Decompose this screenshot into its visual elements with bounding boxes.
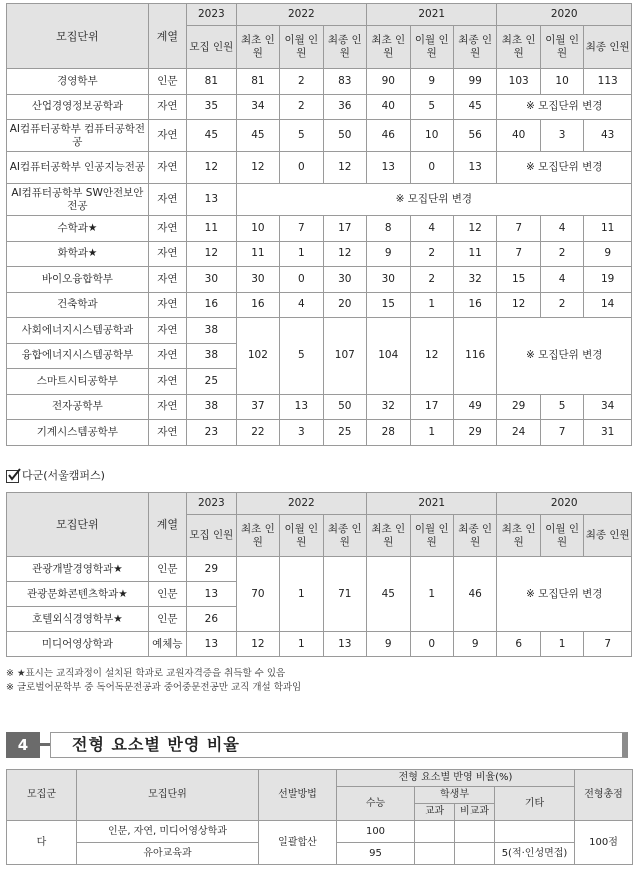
count-cell: 4 xyxy=(540,267,583,293)
count-cell: 12 xyxy=(410,318,453,395)
count-cell: 29 xyxy=(187,557,237,582)
table-row xyxy=(7,241,632,267)
count-cell: 29 xyxy=(453,420,496,446)
count-cell: 9 xyxy=(367,241,410,267)
count-cell: 90 xyxy=(367,69,410,95)
count-cell: 70 xyxy=(236,557,279,632)
unit-cell: 호텔외식경영학부★ xyxy=(7,607,149,632)
subject-cell xyxy=(415,843,455,865)
count-cell: 32 xyxy=(367,394,410,420)
count-cell: 13 xyxy=(280,394,323,420)
count-cell: 10 xyxy=(410,120,453,152)
count-cell: 4 xyxy=(540,216,583,242)
table-row xyxy=(7,120,632,152)
count-cell: 11 xyxy=(187,216,237,242)
track-cell: 자연 xyxy=(148,343,186,369)
table-row xyxy=(7,420,632,446)
unit-cell: 관광문화콘텐츠학과★ xyxy=(7,582,149,607)
count-cell: 28 xyxy=(367,420,410,446)
count-cell: 13 xyxy=(367,152,410,184)
count-cell: 107 xyxy=(323,318,366,395)
unit-cell: 기계시스템공학부 xyxy=(7,420,149,446)
count-cell: 3 xyxy=(540,120,583,152)
etc-cell: 5(적·인성면접) xyxy=(495,843,575,865)
count-cell: 102 xyxy=(236,318,279,395)
header-carry-count: 이월 인원 xyxy=(280,26,323,69)
header-year-2021: 2021 xyxy=(367,493,497,515)
count-cell: 7 xyxy=(584,632,632,657)
count-cell: 10 xyxy=(540,69,583,95)
count-cell: 7 xyxy=(497,241,540,267)
method-cell: 일괄합산 xyxy=(259,821,337,865)
header-carry-count: 이월 인원 xyxy=(540,26,583,69)
count-cell: 40 xyxy=(497,120,540,152)
count-cell: 99 xyxy=(453,69,496,95)
header-unit: 모집단위 xyxy=(77,770,259,821)
header-year-2021: 2021 xyxy=(367,4,497,26)
count-cell: 38 xyxy=(187,318,237,344)
track-cell: 자연 xyxy=(148,120,186,152)
count-cell: 1 xyxy=(280,241,323,267)
count-cell: 15 xyxy=(497,267,540,293)
count-cell: 1 xyxy=(410,420,453,446)
header-carry-count: 이월 인원 xyxy=(280,515,323,557)
footnote: ※ 글로벌어문학부 중 독어독문전공과 중어중문전공만 교직 개설 학과임 xyxy=(6,682,302,693)
count-cell: 5 xyxy=(280,318,323,395)
unit-changed-note: ※ 모집단위 변경 xyxy=(236,184,631,216)
unit-cell: 경영학부 xyxy=(7,69,149,95)
track-cell: 자연 xyxy=(148,267,186,293)
track-cell: 자연 xyxy=(148,184,186,216)
unit-changed-note: ※ 모집단위 변경 xyxy=(497,557,632,632)
header-final-count: 최종 인원 xyxy=(453,26,496,69)
recruitment-table-ga xyxy=(6,3,632,446)
count-cell: 49 xyxy=(453,394,496,420)
header-unit: 모집단위 xyxy=(7,4,149,69)
count-cell: 12 xyxy=(323,152,366,184)
table-row xyxy=(7,394,632,420)
track-cell: 자연 xyxy=(148,369,186,395)
unit-cell: AI컴퓨터공학부 SW안전보안전공 xyxy=(7,184,149,216)
count-cell: 16 xyxy=(187,292,237,318)
count-cell: 81 xyxy=(187,69,237,95)
header-year-2023: 2023 xyxy=(187,493,237,515)
subject-cell xyxy=(415,821,455,843)
count-cell: 12 xyxy=(187,152,237,184)
count-cell: 4 xyxy=(410,216,453,242)
unit-cell: 수학과★ xyxy=(7,216,149,242)
table-row xyxy=(7,152,632,184)
count-cell: 7 xyxy=(540,420,583,446)
footnotes xyxy=(6,667,301,695)
table-row xyxy=(7,557,632,582)
count-cell: 23 xyxy=(187,420,237,446)
count-cell: 45 xyxy=(367,557,410,632)
count-cell: 30 xyxy=(236,267,279,293)
header-recruit-count: 모집 인원 xyxy=(187,26,237,69)
count-cell: 19 xyxy=(584,267,632,293)
unit-cell: 바이오융합학부 xyxy=(7,267,149,293)
count-cell: 5 xyxy=(410,94,453,120)
unit-cell: 화학과★ xyxy=(7,241,149,267)
header-suneung: 수능 xyxy=(337,787,415,821)
count-cell: 45 xyxy=(236,120,279,152)
ratio-table xyxy=(6,769,633,865)
track-cell: 자연 xyxy=(148,318,186,344)
count-cell: 116 xyxy=(453,318,496,395)
section-title: 전형 요소별 반영 비율 xyxy=(72,735,240,754)
count-cell: 5 xyxy=(280,120,323,152)
section-heading-da xyxy=(6,468,105,484)
count-cell: 83 xyxy=(323,69,366,95)
header-year-2020: 2020 xyxy=(497,4,632,26)
header-subject: 교과 xyxy=(415,804,455,821)
header-total: 전형총점 xyxy=(575,770,633,821)
count-cell: 11 xyxy=(584,216,632,242)
count-cell: 38 xyxy=(187,394,237,420)
table-row xyxy=(7,94,632,120)
count-cell: 38 xyxy=(187,343,237,369)
count-cell: 40 xyxy=(367,94,410,120)
table-row xyxy=(7,184,632,216)
count-cell: 11 xyxy=(236,241,279,267)
count-cell: 13 xyxy=(187,184,237,216)
nonsubject-cell xyxy=(455,821,495,843)
count-cell: 1 xyxy=(280,632,323,657)
track-cell: 자연 xyxy=(148,152,186,184)
count-cell: 37 xyxy=(236,394,279,420)
header-group: 모집군 xyxy=(7,770,77,821)
count-cell: 29 xyxy=(497,394,540,420)
count-cell: 9 xyxy=(584,241,632,267)
count-cell: 1 xyxy=(280,557,323,632)
track-cell: 인문 xyxy=(148,557,186,582)
header-year-2020: 2020 xyxy=(497,493,632,515)
unit-cell: 인문, 자연, 미디어영상학과 xyxy=(77,821,259,843)
footnote: ※ ★표시는 교직과정이 설치된 학과로 교원자격증을 취득할 수 있음 xyxy=(6,668,286,679)
count-cell: 10 xyxy=(236,216,279,242)
count-cell: 30 xyxy=(187,267,237,293)
section-banner xyxy=(6,730,628,760)
table-row xyxy=(7,318,632,344)
count-cell: 16 xyxy=(453,292,496,318)
count-cell: 46 xyxy=(367,120,410,152)
header-final-count: 최종 인원 xyxy=(323,515,366,557)
count-cell: 9 xyxy=(453,632,496,657)
track-cell: 인문 xyxy=(148,582,186,607)
header-first-count: 최초 인원 xyxy=(236,26,279,69)
count-cell: 12 xyxy=(497,292,540,318)
table-row xyxy=(7,292,632,318)
header-first-count: 최초 인원 xyxy=(497,26,540,69)
count-cell: 9 xyxy=(410,69,453,95)
etc-cell xyxy=(495,821,575,843)
count-cell: 12 xyxy=(453,216,496,242)
header-etc: 기타 xyxy=(495,787,575,821)
count-cell: 0 xyxy=(280,152,323,184)
track-cell: 인문 xyxy=(148,69,186,95)
header-unit: 모집단위 xyxy=(7,493,149,557)
header-school-record: 학생부 xyxy=(415,787,495,804)
track-cell: 자연 xyxy=(148,420,186,446)
count-cell: 2 xyxy=(540,292,583,318)
table-row xyxy=(7,216,632,242)
unit-cell: 스마트시티공학부 xyxy=(7,369,149,395)
count-cell: 13 xyxy=(323,632,366,657)
unit-cell: 산업경영정보공학과 xyxy=(7,94,149,120)
track-cell: 자연 xyxy=(148,394,186,420)
count-cell: 46 xyxy=(453,557,496,632)
table-row xyxy=(7,821,633,843)
count-cell: 31 xyxy=(584,420,632,446)
header-recruit-count: 모집 인원 xyxy=(187,515,237,557)
checkbox-icon xyxy=(6,470,19,483)
count-cell: 25 xyxy=(323,420,366,446)
count-cell: 30 xyxy=(323,267,366,293)
table-row xyxy=(7,267,632,293)
count-cell: 0 xyxy=(410,152,453,184)
section-label: 다군(서울캠퍼스) xyxy=(22,469,105,482)
header-method: 선발방법 xyxy=(259,770,337,821)
count-cell: 2 xyxy=(410,241,453,267)
unit-cell: 전자공학부 xyxy=(7,394,149,420)
count-cell: 24 xyxy=(497,420,540,446)
count-cell: 2 xyxy=(410,267,453,293)
count-cell: 13 xyxy=(187,632,237,657)
count-cell: 1 xyxy=(410,292,453,318)
count-cell: 2 xyxy=(280,69,323,95)
count-cell: 11 xyxy=(453,241,496,267)
table-row xyxy=(7,632,632,657)
recruitment-table-da xyxy=(6,492,632,657)
count-cell: 16 xyxy=(236,292,279,318)
header-final-count: 최종 인원 xyxy=(584,26,632,69)
count-cell: 32 xyxy=(453,267,496,293)
count-cell: 45 xyxy=(453,94,496,120)
group-cell: 다 xyxy=(7,821,77,865)
count-cell: 104 xyxy=(367,318,410,395)
header-carry-count: 이월 인원 xyxy=(410,515,453,557)
header-year-2022: 2022 xyxy=(236,4,366,26)
count-cell: 17 xyxy=(323,216,366,242)
unit-cell: 건축학과 xyxy=(7,292,149,318)
header-final-count: 최종 인원 xyxy=(323,26,366,69)
track-cell: 자연 xyxy=(148,292,186,318)
header-nonsubject: 비교과 xyxy=(455,804,495,821)
header-first-count: 최초 인원 xyxy=(236,515,279,557)
track-cell: 인문 xyxy=(148,607,186,632)
unit-cell: 사회에너지시스템공학과 xyxy=(7,318,149,344)
unit-changed-note: ※ 모집단위 변경 xyxy=(497,152,632,184)
header-first-count: 최초 인원 xyxy=(367,26,410,69)
count-cell: 103 xyxy=(497,69,540,95)
header-track: 계열 xyxy=(148,4,186,69)
count-cell: 30 xyxy=(367,267,410,293)
count-cell: 2 xyxy=(540,241,583,267)
count-cell: 56 xyxy=(453,120,496,152)
section-number: 4 xyxy=(6,732,40,758)
count-cell: 36 xyxy=(323,94,366,120)
unit-cell: 유아교육과 xyxy=(77,843,259,865)
count-cell: 13 xyxy=(187,582,237,607)
header-track: 계열 xyxy=(148,493,186,557)
count-cell: 17 xyxy=(410,394,453,420)
count-cell: 113 xyxy=(584,69,632,95)
header-ratio: 전형 요소별 반영 비율(%) xyxy=(337,770,575,787)
header-carry-count: 이월 인원 xyxy=(540,515,583,557)
table-row xyxy=(7,69,632,95)
suneung-cell: 100 xyxy=(337,821,415,843)
count-cell: 7 xyxy=(280,216,323,242)
header-final-count: 최종 인원 xyxy=(584,515,632,557)
count-cell: 0 xyxy=(410,632,453,657)
count-cell: 3 xyxy=(280,420,323,446)
count-cell: 34 xyxy=(584,394,632,420)
count-cell: 9 xyxy=(367,632,410,657)
count-cell: 6 xyxy=(497,632,540,657)
nonsubject-cell xyxy=(455,843,495,865)
suneung-cell: 95 xyxy=(337,843,415,865)
count-cell: 45 xyxy=(187,120,237,152)
count-cell: 15 xyxy=(367,292,410,318)
header-year-2023: 2023 xyxy=(187,4,237,26)
unit-cell: AI컴퓨터공학부 인공지능전공 xyxy=(7,152,149,184)
count-cell: 34 xyxy=(236,94,279,120)
unit-cell: 관광개발경영학과★ xyxy=(7,557,149,582)
unit-changed-note: ※ 모집단위 변경 xyxy=(497,94,632,120)
header-first-count: 최초 인원 xyxy=(497,515,540,557)
unit-changed-note: ※ 모집단위 변경 xyxy=(497,318,632,395)
count-cell: 5 xyxy=(540,394,583,420)
count-cell: 12 xyxy=(323,241,366,267)
count-cell: 35 xyxy=(187,94,237,120)
count-cell: 43 xyxy=(584,120,632,152)
count-cell: 22 xyxy=(236,420,279,446)
header-carry-count: 이월 인원 xyxy=(410,26,453,69)
track-cell: 자연 xyxy=(148,216,186,242)
header-year-2022: 2022 xyxy=(236,493,366,515)
count-cell: 7 xyxy=(497,216,540,242)
count-cell: 20 xyxy=(323,292,366,318)
track-cell: 예체능 xyxy=(148,632,186,657)
count-cell: 26 xyxy=(187,607,237,632)
count-cell: 12 xyxy=(236,152,279,184)
count-cell: 4 xyxy=(280,292,323,318)
count-cell: 1 xyxy=(410,557,453,632)
count-cell: 12 xyxy=(187,241,237,267)
count-cell: 13 xyxy=(453,152,496,184)
count-cell: 12 xyxy=(236,632,279,657)
header-first-count: 최초 인원 xyxy=(367,515,410,557)
count-cell: 81 xyxy=(236,69,279,95)
count-cell: 25 xyxy=(187,369,237,395)
count-cell: 0 xyxy=(280,267,323,293)
unit-cell: 융합에너지시스템공학부 xyxy=(7,343,149,369)
count-cell: 14 xyxy=(584,292,632,318)
unit-cell: AI컴퓨터공학부 컴퓨터공학전공 xyxy=(7,120,149,152)
unit-cell: 미디어영상학과 xyxy=(7,632,149,657)
count-cell: 50 xyxy=(323,120,366,152)
count-cell: 50 xyxy=(323,394,366,420)
count-cell: 71 xyxy=(323,557,366,632)
count-cell: 1 xyxy=(540,632,583,657)
count-cell: 2 xyxy=(280,94,323,120)
total-cell: 100점 xyxy=(575,821,633,865)
count-cell: 8 xyxy=(367,216,410,242)
track-cell: 자연 xyxy=(148,241,186,267)
header-final-count: 최종 인원 xyxy=(453,515,496,557)
track-cell: 자연 xyxy=(148,94,186,120)
